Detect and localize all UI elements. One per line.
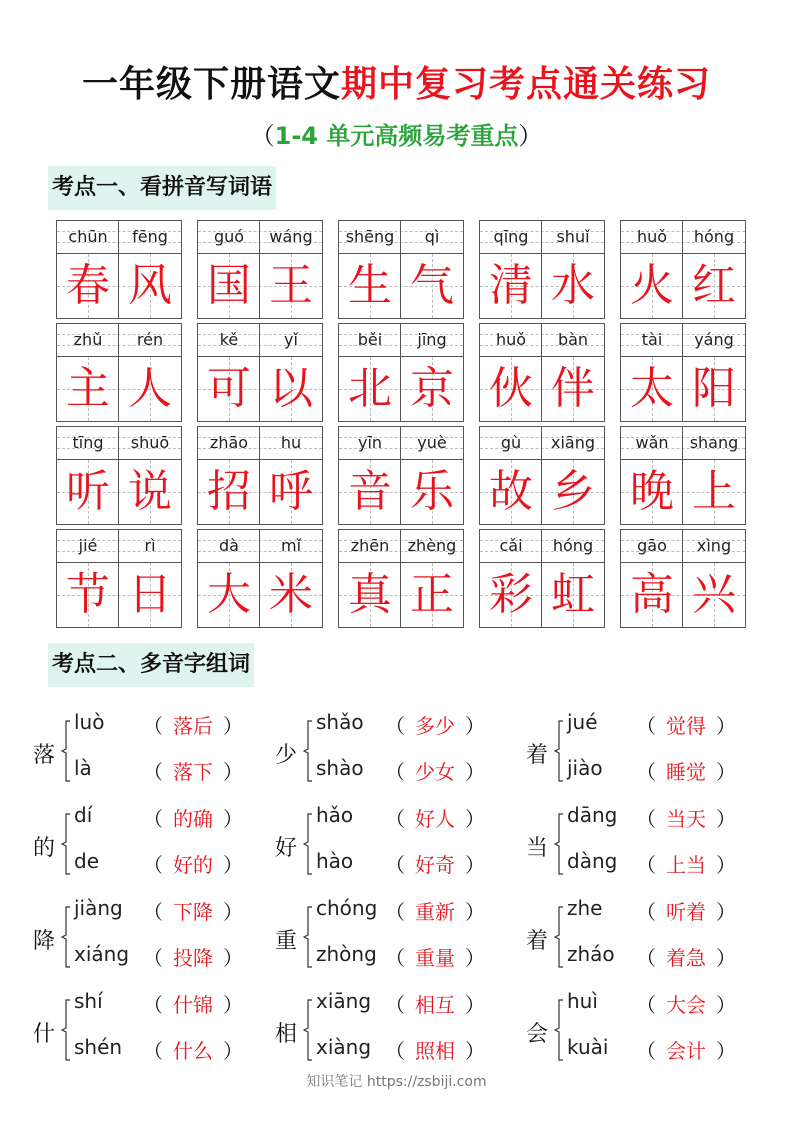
hanzi-row [198, 254, 322, 318]
polyphone-item [33, 708, 273, 800]
brace-icon [303, 999, 313, 1061]
hanzi-char: 乐 [410, 466, 454, 517]
hanzi-char: 呼 [269, 466, 313, 517]
pinyin-row [57, 221, 181, 254]
reading-text: huì [567, 989, 598, 1013]
polyphone-item [33, 894, 273, 986]
hanzi-row [621, 254, 745, 318]
word-answer: （ 着急 ） [636, 946, 736, 970]
word-answer: （ 好人 ） [385, 807, 485, 831]
reading-text: hào [316, 849, 354, 873]
reading-text: shí [74, 989, 103, 1013]
word-answer: （ 什么 ） [143, 1039, 243, 1063]
pinyin-text: zhēn [350, 536, 390, 555]
title-part1: 一年级下册语文 [81, 64, 341, 105]
pinyin-row [57, 530, 181, 563]
title-part2: 期中复习考点通关练习 [341, 64, 712, 105]
hanzi-char: 以 [269, 363, 313, 414]
word-box [479, 323, 605, 422]
pinyin-row [198, 427, 322, 460]
hanzi-char: 清 [489, 260, 533, 311]
pinyin-text: gù [500, 433, 522, 452]
hanzi-char: 主 [66, 363, 110, 414]
polyphone-char: 好 [275, 836, 298, 861]
word-box [56, 426, 182, 525]
brace-icon [303, 813, 313, 875]
hanzi-char: 红 [692, 260, 736, 311]
hanzi-char: 王 [269, 260, 313, 311]
polyphone-item [275, 987, 515, 1079]
pinyin-text: bàn [557, 330, 589, 349]
hanzi-char: 说 [128, 466, 172, 517]
polyphone-item [526, 894, 766, 986]
pinyin-row [480, 530, 604, 563]
word-answer: （ 会计 ） [636, 1039, 736, 1063]
brace-icon [554, 720, 564, 782]
brace-icon [303, 906, 313, 968]
word-box [620, 426, 746, 525]
word-answer: （ 重新 ） [385, 900, 485, 924]
section-heading-2: 考点二、多音字组词 [48, 643, 254, 687]
pinyin-text: cǎi [499, 536, 523, 555]
hanzi-row [339, 357, 463, 421]
pinyin-text: chūn [68, 227, 108, 246]
polyphone-char: 着 [526, 743, 549, 768]
hanzi-char: 风 [128, 260, 172, 311]
hanzi-row [621, 563, 745, 627]
polyphone-item [33, 801, 273, 893]
pinyin-text: qì [424, 227, 440, 246]
pinyin-text: mǐ [280, 536, 302, 555]
hanzi-row [480, 460, 604, 524]
polyphone-item [275, 708, 515, 800]
word-answer: （ 少女 ） [385, 760, 485, 784]
hanzi-row [198, 460, 322, 524]
subtitle-text: 1-4 单元高频易考重点 [274, 122, 519, 150]
word-answer: （ 落下 ） [143, 760, 243, 784]
pinyin-text: tīng [72, 433, 104, 452]
pinyin-text: yáng [694, 330, 734, 349]
reading-text: luò [74, 710, 105, 734]
pinyin-text: yīn [357, 433, 383, 452]
brace-icon [61, 906, 71, 968]
word-answer: （ 投降 ） [143, 946, 243, 970]
pinyin-text: huǒ [495, 330, 527, 349]
pinyin-text: běi [357, 330, 383, 349]
reading-text: dàng [567, 849, 618, 873]
hanzi-row [621, 460, 745, 524]
word-box [197, 220, 323, 319]
pinyin-row [621, 530, 745, 563]
hanzi-char: 阳 [692, 363, 736, 414]
pinyin-text: shuǐ [556, 227, 590, 246]
hanzi-char: 水 [551, 260, 595, 311]
reading-text: xiáng [74, 942, 130, 966]
brace-icon [554, 906, 564, 968]
word-box [338, 426, 464, 525]
word-box [338, 220, 464, 319]
polyphone-item [526, 987, 766, 1079]
polyphone-char: 少 [275, 743, 298, 768]
polyphone-char: 落 [33, 743, 56, 768]
hanzi-row [57, 460, 181, 524]
brace-icon [554, 999, 564, 1061]
word-answer: （ 多少 ） [385, 714, 485, 738]
hanzi-char: 节 [66, 569, 110, 620]
pinyin-row [621, 427, 745, 460]
page-title [0, 56, 793, 107]
word-answer: （ 当天 ） [636, 807, 736, 831]
word-answer: （ 上当 ） [636, 853, 736, 877]
word-box [338, 323, 464, 422]
subtitle-close: ） [518, 122, 543, 150]
pinyin-row [480, 324, 604, 357]
hanzi-row [339, 460, 463, 524]
reading-text: zhòng [316, 942, 377, 966]
pinyin-text: xiāng [550, 433, 595, 452]
hanzi-char: 伴 [551, 363, 595, 414]
hanzi-char: 真 [348, 569, 392, 620]
reading-text: de [74, 849, 99, 873]
hanzi-char: 人 [128, 363, 172, 414]
brace-icon [61, 720, 71, 782]
word-box [56, 529, 182, 628]
pinyin-text: tài [641, 330, 663, 349]
brace-icon [554, 813, 564, 875]
reading-text: xiàng [316, 1035, 372, 1059]
word-box [620, 529, 746, 628]
pinyin-text: shang [689, 433, 739, 452]
pinyin-text: hu [280, 433, 302, 452]
word-answer: （ 睡觉 ） [636, 760, 736, 784]
reading-text: jiàng [74, 896, 123, 920]
hanzi-char: 京 [410, 363, 454, 414]
reading-text: dāng [567, 803, 618, 827]
pinyin-text: jīng [417, 330, 447, 349]
word-box [56, 323, 182, 422]
polyphone-item [275, 801, 515, 893]
hanzi-row [621, 357, 745, 421]
pinyin-row [198, 324, 322, 357]
hanzi-char: 上 [692, 466, 736, 517]
polyphone-char: 当 [526, 836, 549, 861]
polyphone-char: 降 [33, 929, 56, 954]
hanzi-char: 音 [348, 466, 392, 517]
pinyin-text: shēng [345, 227, 395, 246]
pinyin-text: zhèng [407, 536, 457, 555]
reading-text: jiào [567, 756, 603, 780]
subtitle-open: （ [250, 122, 275, 150]
hanzi-row [57, 357, 181, 421]
reading-text: là [74, 756, 92, 780]
reading-text: chóng [316, 896, 378, 920]
word-answer: （ 重量 ） [385, 946, 485, 970]
pinyin-text: wǎn [635, 433, 669, 452]
word-box [197, 426, 323, 525]
pinyin-text: xìng [696, 536, 732, 555]
hanzi-char: 兴 [692, 569, 736, 620]
pinyin-text: fēng [132, 227, 168, 246]
word-box [479, 529, 605, 628]
hanzi-row [57, 254, 181, 318]
word-box [620, 220, 746, 319]
word-box [620, 323, 746, 422]
polyphone-char: 相 [275, 1022, 298, 1047]
hanzi-char: 生 [348, 260, 392, 311]
reading-text: shào [316, 756, 364, 780]
pinyin-text: yǐ [284, 330, 298, 349]
hanzi-row [339, 563, 463, 627]
reading-text: xiāng [316, 989, 372, 1013]
pinyin-row [57, 324, 181, 357]
word-box [197, 323, 323, 422]
word-box [56, 220, 182, 319]
pinyin-text: qīng [493, 227, 529, 246]
polyphone-item [275, 894, 515, 986]
hanzi-char: 听 [66, 466, 110, 517]
pinyin-text: hóng [552, 536, 594, 555]
hanzi-row [198, 357, 322, 421]
reading-text: shǎo [316, 710, 364, 734]
pinyin-row [621, 324, 745, 357]
reading-text: kuài [567, 1035, 609, 1059]
hanzi-char: 大 [207, 569, 251, 620]
hanzi-row [57, 563, 181, 627]
word-answer: （ 什锦 ） [143, 993, 243, 1017]
reading-text: hǎo [316, 803, 354, 827]
hanzi-row [339, 254, 463, 318]
polyphone-char: 的 [33, 836, 56, 861]
polyphone-item [33, 987, 273, 1079]
reading-text: jué [567, 710, 598, 734]
word-box [338, 529, 464, 628]
reading-text: dí [74, 803, 93, 827]
pinyin-row [339, 427, 463, 460]
hanzi-row [480, 254, 604, 318]
word-answer: （ 好的 ） [143, 853, 243, 877]
hanzi-char: 乡 [551, 466, 595, 517]
hanzi-row [480, 357, 604, 421]
polyphone-char: 什 [33, 1022, 56, 1047]
word-answer: （ 大会 ） [636, 993, 736, 1017]
pinyin-row [480, 221, 604, 254]
hanzi-char: 高 [630, 569, 674, 620]
pinyin-text: shuō [130, 433, 170, 452]
word-answer: （ 好奇 ） [385, 853, 485, 877]
brace-icon [61, 813, 71, 875]
polyphone-item [526, 708, 766, 800]
hanzi-row [198, 563, 322, 627]
hanzi-char: 火 [630, 260, 674, 311]
hanzi-char: 故 [489, 466, 533, 517]
word-box [479, 220, 605, 319]
word-answer: （ 下降 ） [143, 900, 243, 924]
pinyin-text: gāo [637, 536, 667, 555]
pinyin-row [339, 530, 463, 563]
hanzi-char: 日 [128, 569, 172, 620]
word-answer: （ 相互 ） [385, 993, 485, 1017]
brace-icon [303, 720, 313, 782]
hanzi-char: 正 [410, 569, 454, 620]
pinyin-row [480, 427, 604, 460]
hanzi-char: 太 [630, 363, 674, 414]
pinyin-text: dà [219, 536, 239, 555]
reading-text: shén [74, 1035, 123, 1059]
pinyin-text: zhǔ [73, 330, 103, 349]
page-subtitle [0, 116, 793, 151]
pinyin-row [57, 427, 181, 460]
polyphone-char: 着 [526, 929, 549, 954]
word-answer: （ 觉得 ） [636, 714, 736, 738]
hanzi-char: 伙 [489, 363, 533, 414]
brace-icon [61, 999, 71, 1061]
hanzi-char: 国 [207, 260, 251, 311]
pinyin-row [198, 530, 322, 563]
word-answer: （ 照相 ） [385, 1039, 485, 1063]
footer-watermark: 知识笔记 https://zsbiji.com [306, 1074, 487, 1090]
pinyin-row [339, 221, 463, 254]
hanzi-char: 虹 [551, 569, 595, 620]
hanzi-char: 气 [410, 260, 454, 311]
hanzi-char: 晚 [630, 466, 674, 517]
reading-text: zhe [567, 896, 603, 920]
pinyin-text: wáng [269, 227, 313, 246]
word-answer: （ 落后 ） [143, 714, 243, 738]
pinyin-text: zhāo [209, 433, 249, 452]
word-box [197, 529, 323, 628]
pinyin-row [339, 324, 463, 357]
polyphone-item [526, 801, 766, 893]
word-answer: （ 的确 ） [143, 807, 243, 831]
hanzi-char: 春 [66, 260, 110, 311]
pinyin-text: hóng [693, 227, 735, 246]
pinyin-text: jié [78, 536, 98, 555]
pinyin-text: rì [144, 536, 156, 555]
section-heading-1: 考点一、看拼音写词语 [48, 166, 276, 210]
hanzi-char: 招 [207, 466, 251, 517]
pinyin-text: kě [219, 330, 239, 349]
pinyin-text: rén [136, 330, 164, 349]
hanzi-row [480, 563, 604, 627]
hanzi-char: 彩 [489, 569, 533, 620]
polyphone-char: 会 [526, 1022, 549, 1047]
pinyin-text: yuè [417, 433, 447, 452]
word-answer: （ 听着 ） [636, 900, 736, 924]
pinyin-text: guó [213, 227, 245, 246]
reading-text: zháo [567, 942, 615, 966]
word-box [479, 426, 605, 525]
polyphone-char: 重 [275, 929, 298, 954]
hanzi-char: 可 [207, 363, 251, 414]
pinyin-text: huǒ [636, 227, 668, 246]
pinyin-row [198, 221, 322, 254]
pinyin-row [621, 221, 745, 254]
hanzi-char: 北 [348, 363, 392, 414]
hanzi-char: 米 [269, 569, 313, 620]
